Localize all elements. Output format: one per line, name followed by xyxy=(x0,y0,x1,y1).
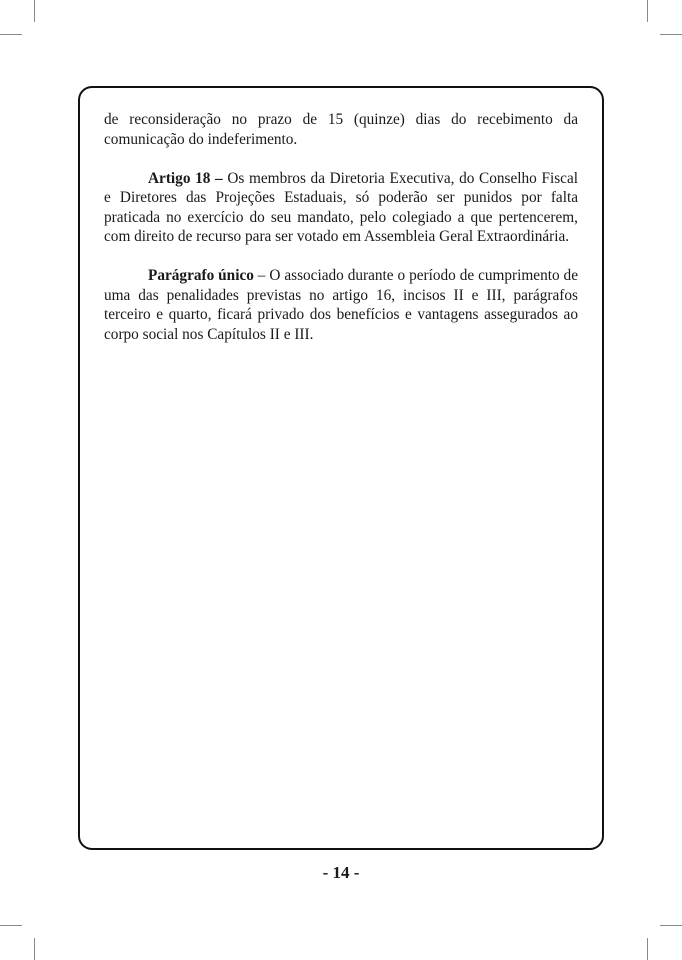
crop-mark xyxy=(0,34,22,35)
paragraph-text: Os membros da Diretoria Executiva, do Conselho Fiscal e Diretores das Projeções Estaduais, só poderão ser punidos por falta praticada no exercício do seu mandato, pelo colegiado a que pertencerem, com direito de recurso para ser votado em Assembleia Geral Extraordinária. xyxy=(104,169,578,245)
paragraph-heading: Parágrafo único xyxy=(148,267,254,284)
paragraph-text: de reconsideração no prazo de 15 (quinze) dias do recebimento da comunicação do indeferimento. xyxy=(104,111,578,148)
crop-mark xyxy=(34,0,35,22)
document-body xyxy=(104,110,578,364)
crop-mark xyxy=(34,938,35,960)
crop-mark xyxy=(647,938,648,960)
article-heading: Artigo 18 – xyxy=(148,169,223,187)
crop-mark xyxy=(647,0,648,22)
paragraph-continuation xyxy=(104,110,578,149)
paragraph-paragrafo-unico xyxy=(104,266,578,344)
paragraph-text: – O associado durante o período de cumprimento de uma das penalidades previstas no artigo 16, incisos II e III, parágrafos terceiro e quarto, ficará privado dos benefícios e vantagens assegurados ao corpo social nos Capítulos II e III. xyxy=(104,267,578,343)
crop-mark xyxy=(0,925,22,926)
paragraph-artigo-18 xyxy=(104,169,578,247)
crop-mark xyxy=(660,925,682,926)
crop-mark xyxy=(660,34,682,35)
page-number: - 14 - xyxy=(322,863,360,882)
